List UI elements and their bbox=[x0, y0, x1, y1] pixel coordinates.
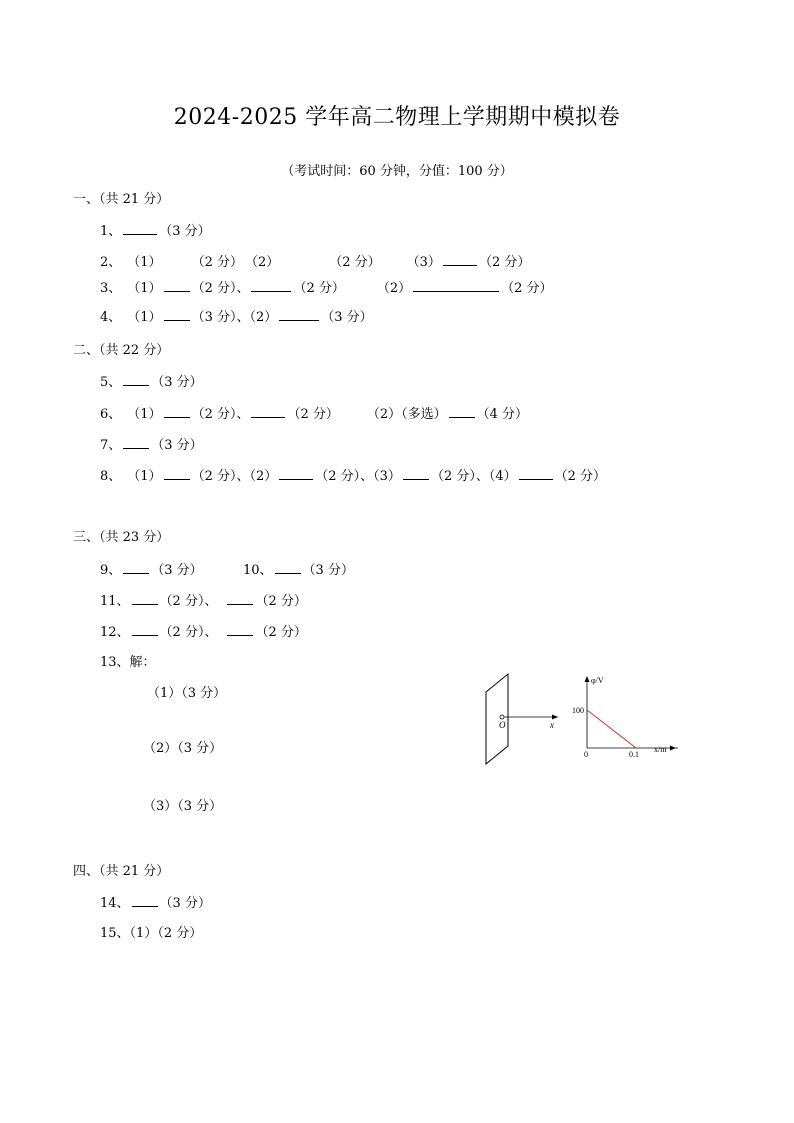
answer-blank[interactable] bbox=[123, 561, 149, 574]
part-label: （4） bbox=[488, 469, 517, 484]
potential-line bbox=[587, 710, 636, 748]
question-13-label: 13、解： bbox=[100, 655, 156, 670]
score-label: （2 分） bbox=[554, 469, 607, 484]
score-label: （2 分） bbox=[191, 255, 243, 270]
score-label: （2 分） bbox=[501, 281, 553, 296]
question-6 bbox=[100, 405, 528, 424]
zero-label: 0 bbox=[584, 750, 588, 759]
answer-blank[interactable] bbox=[275, 561, 301, 574]
graph-y-label: φ/V bbox=[591, 676, 604, 685]
question-number: 8、 bbox=[100, 469, 122, 484]
score-label: （2 分） bbox=[287, 407, 339, 422]
section-4-heading: 四、（共 21 分） bbox=[73, 864, 170, 879]
x-axis-label: x bbox=[550, 720, 554, 730]
score-label: （2 分） bbox=[293, 281, 345, 296]
question-13-part-3: （3）（3 分） bbox=[143, 799, 223, 814]
answer-blank[interactable] bbox=[449, 405, 475, 418]
question-7 bbox=[100, 436, 203, 455]
exam-info: （考试时间：60 分钟，分值：100 分） bbox=[281, 164, 513, 179]
question-number: 4、 bbox=[100, 310, 122, 325]
answer-blank[interactable] bbox=[164, 405, 190, 418]
answer-blank[interactable] bbox=[132, 623, 158, 636]
question-number: 10、 bbox=[243, 563, 273, 578]
section-2-heading: 二、（共 22 分） bbox=[73, 343, 170, 358]
answer-blank[interactable] bbox=[123, 436, 149, 449]
part-label: （1） bbox=[127, 407, 162, 422]
score-label: （3 分） bbox=[159, 224, 211, 239]
answer-blank[interactable] bbox=[132, 894, 158, 907]
physics-figure bbox=[478, 672, 678, 772]
question-number: 5、 bbox=[100, 375, 122, 390]
score-label: （2 分）、 bbox=[191, 407, 250, 422]
question-number: 3、 bbox=[100, 281, 122, 296]
question-11 bbox=[100, 592, 307, 611]
answer-blank[interactable] bbox=[279, 308, 319, 321]
part-label: （3） bbox=[406, 255, 441, 270]
score-label: （3 分） bbox=[151, 563, 203, 578]
answer-blank[interactable] bbox=[123, 373, 149, 386]
question-14 bbox=[100, 894, 211, 913]
question-number: 6、 bbox=[100, 407, 122, 422]
answer-blank[interactable] bbox=[164, 279, 190, 292]
part-label: （2） bbox=[244, 255, 280, 270]
score-label: （2 分）、 bbox=[430, 469, 489, 484]
question-number: 7、 bbox=[100, 438, 122, 453]
part-label: （2） bbox=[249, 310, 278, 325]
question-4 bbox=[100, 308, 373, 327]
score-label: （2 分） bbox=[329, 255, 381, 270]
question-3 bbox=[100, 279, 553, 298]
score-label: （2 分） bbox=[255, 625, 307, 640]
score-label: （3 分） bbox=[151, 375, 203, 390]
answer-blank[interactable] bbox=[413, 279, 499, 292]
answer-blank[interactable] bbox=[403, 467, 429, 480]
score-label: （4 分） bbox=[476, 407, 529, 422]
answer-blank[interactable] bbox=[164, 308, 190, 321]
score-label: （2 分）、 bbox=[191, 281, 250, 296]
question-13-part-1: （1）（3 分） bbox=[147, 686, 227, 701]
part-label: （2） bbox=[249, 469, 278, 484]
part-label: （1） bbox=[127, 310, 162, 325]
part-label: （1） bbox=[127, 281, 162, 296]
question-number: 1、 bbox=[100, 224, 122, 239]
score-label: （2 分）、 bbox=[159, 625, 218, 640]
question-1 bbox=[100, 222, 211, 241]
answer-blank[interactable] bbox=[519, 467, 553, 480]
score-label: （2 分） bbox=[255, 594, 307, 609]
answer-blank[interactable] bbox=[251, 405, 285, 418]
score-label: （2 分）、 bbox=[159, 594, 218, 609]
x-tick-label: 0.1 bbox=[629, 750, 639, 759]
answer-blank[interactable] bbox=[443, 253, 477, 266]
question-8 bbox=[100, 467, 606, 486]
y-tick-label: 100 bbox=[572, 706, 584, 715]
question-15: 15、（1）（2 分） bbox=[100, 926, 203, 941]
section-1-heading: 一、（共 21 分） bbox=[73, 192, 170, 207]
answer-blank[interactable] bbox=[123, 222, 157, 235]
part-label: （1） bbox=[127, 255, 162, 270]
page-title: 2024-2025 学年高二物理上学期期中模拟卷 bbox=[173, 105, 621, 130]
part-label: （1） bbox=[127, 469, 162, 484]
score-label: （2 分）、 bbox=[191, 469, 250, 484]
question-13-part-2: （2）（3 分） bbox=[143, 741, 223, 756]
question-10 bbox=[243, 561, 354, 580]
question-12 bbox=[100, 623, 307, 642]
answer-blank[interactable] bbox=[132, 592, 158, 605]
question-2 bbox=[100, 253, 530, 272]
score-label: （2 分） bbox=[478, 255, 531, 270]
section-3-heading: 三、（共 23 分） bbox=[73, 530, 170, 545]
graph-x-label: x/m bbox=[654, 745, 667, 754]
question-9 bbox=[100, 561, 203, 580]
origin-label: O bbox=[499, 720, 506, 730]
answer-blank[interactable] bbox=[227, 623, 253, 636]
score-label: （3 分） bbox=[302, 563, 354, 578]
answer-blank[interactable] bbox=[227, 592, 253, 605]
part-label: （3） bbox=[373, 469, 401, 484]
question-number: 14、 bbox=[100, 896, 130, 911]
score-label: （3 分） bbox=[151, 438, 203, 453]
question-number: 9、 bbox=[100, 563, 122, 578]
question-number: 2、 bbox=[100, 255, 122, 270]
score-label: （3 分） bbox=[159, 896, 211, 911]
answer-blank[interactable] bbox=[251, 279, 291, 292]
potential-graph bbox=[572, 676, 678, 759]
part-label: （2）（多选） bbox=[366, 407, 447, 422]
score-label: （3 分）、 bbox=[191, 310, 250, 325]
plate-diagram bbox=[486, 674, 558, 764]
question-number: 11、 bbox=[100, 594, 130, 609]
part-label: （2） bbox=[376, 281, 412, 296]
score-label: （3 分） bbox=[321, 310, 373, 325]
question-5 bbox=[100, 373, 203, 392]
score-label: （2 分）、 bbox=[315, 469, 374, 484]
question-number: 12、 bbox=[100, 625, 130, 640]
answer-blank[interactable] bbox=[279, 467, 313, 480]
answer-blank[interactable] bbox=[164, 467, 190, 480]
